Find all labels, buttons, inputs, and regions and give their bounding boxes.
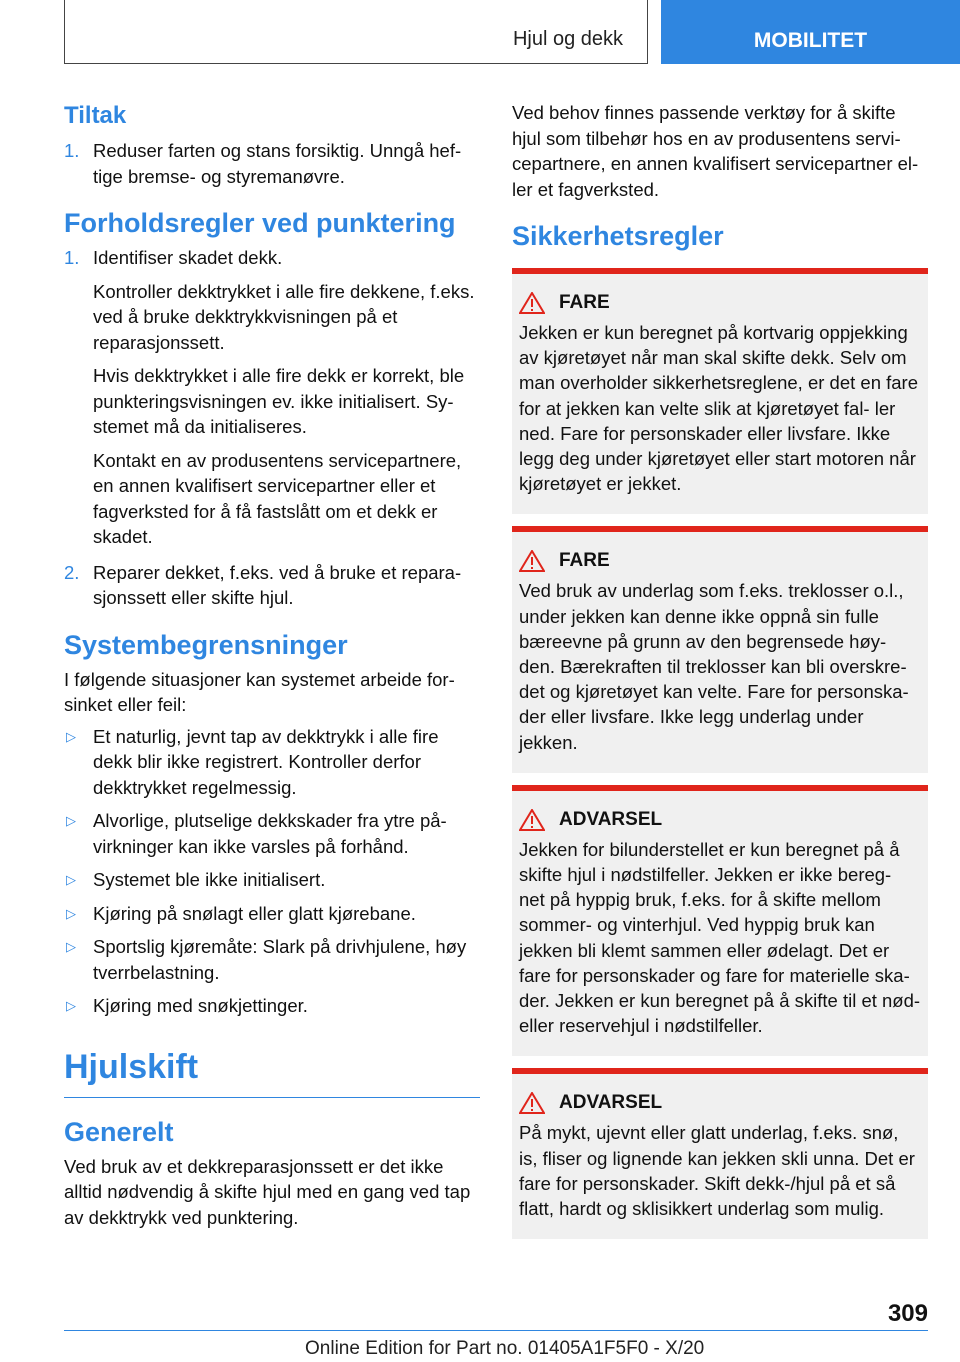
list-text: Kjøring på snølagt eller glatt kjørebane. [93, 902, 416, 924]
triangle-bullet-icon: ▷ [66, 872, 76, 887]
list-item [64, 808, 480, 859]
generelt-text: Ved bruk av et dekkreparasjonssett er det ikke alltid nødvendig å skifte hjul med en gang ved tap av dekktrykk ved punktering. [64, 1155, 471, 1228]
list-item [64, 724, 480, 801]
warning-text: Jekken for bilunderstellet er kun beregnet på å skifte hjul i nødstilfeller. Jekken er ikke bereg- net på hyppig bruk, f.eks. for å skifte mellom sommer- og vinterhjul. Ved hyppig bruk kan jekken bli klemt sammen eller ødelagt. Det er fare for personskader og fare for materielle ska- der. Jekken er kun beregnet på å skifte til et nød- eller reservehjul i nødstilfeller. [519, 838, 921, 1037]
page-number: 309 [887, 1300, 928, 1327]
system-heading: Systembegrensninger [64, 629, 348, 660]
list-subtext: Hvis dekktrykket i alle fire dekk er korrekt, ble punkteringsvisningen ev. ikke initialisert. Sy- stemet må da initialiseres. [93, 365, 465, 437]
list-number: 1. [64, 247, 80, 268]
warning-title [519, 292, 921, 314]
system-intro: I følgende situasjoner kan systemet arbeide for- sinket eller feil: [64, 668, 455, 715]
triangle-bullet-icon: ▷ [66, 813, 76, 828]
header-frame [64, 0, 648, 64]
right-column [512, 100, 928, 1251]
list-text: Et naturlig, jevnt tap av dekktrykk i alle fire dekk blir ikke registrert. Kontroller derfor dekktrykket regelmessig. [93, 725, 439, 798]
list-text: Reduser farten og stans forsiktig. Unngå hef- tige bremse- og styremanøvre. [93, 140, 462, 187]
list-item [64, 934, 480, 985]
list-item [64, 993, 480, 1019]
list-text: Kjøring med snøkjettinger. [93, 995, 308, 1016]
footer-divider [64, 1330, 928, 1331]
list-item [64, 245, 480, 550]
triangle-bullet-icon: ▷ [66, 939, 76, 954]
tiltak-list [64, 138, 480, 189]
warning-box-fare-2 [512, 526, 928, 772]
list-number: 1. [64, 140, 80, 161]
warning-text: Ved bruk av underlag som f.eks. treklosser o.l., under jekken kan denne ikke oppnå sin fulle bæreevne på grunn av den begrensede høy- den. Bærekraften til treklosser kan bli overskre- det og kjøretøyet kan velte. Fare for personska- der eller livsfare. Ikke legg underlag under jekken. [519, 580, 909, 753]
triangle-bullet-icon: ▷ [66, 905, 76, 921]
warning-text: På mykt, ujevnt eller glatt underlag, f.eks. snø, is, fliser og lignende kan jekken skli unna. Det er fare for personskader. Skift dekk-/hjul på et så flatt, hardt og sklisikkert underlag som mulig. [519, 1122, 915, 1220]
footer-edition: Online Edition for Part no. 01405A1F5F0 - X/20 [305, 1338, 705, 1359]
warning-triangle-icon [519, 292, 545, 314]
warning-triangle-icon [519, 1092, 545, 1114]
warning-title-text: FARE [559, 550, 610, 572]
list-item [64, 867, 480, 893]
warning-title-text: FARE [559, 292, 610, 313]
list-text: Identifiser skadet dekk. [93, 247, 283, 268]
list-text: Reparer dekket, f.eks. ved å bruke et repara- sjonssett eller skifte hjul. [93, 561, 462, 608]
warning-triangle-icon [519, 550, 545, 572]
list-subtext: Kontakt en av produsentens servicepartnere, en annen kvalifisert servicepartner eller et fagverksted for å få fastslått om et dekk er skadet. [93, 449, 462, 547]
warning-box-advarsel-1 [512, 785, 928, 1057]
warning-title [519, 1092, 921, 1114]
system-bullet-list [64, 724, 480, 1019]
list-item [64, 901, 480, 927]
list-item [64, 560, 480, 611]
hjulskift-heading: Hjulskift [64, 1045, 480, 1098]
triangle-bullet-icon: ▷ [66, 728, 76, 744]
list-subtext: Kontroller dekktrykket i alle fire dekkene, f.eks. ved å bruke dekktrykkvisningen på et reparasjonssett. [93, 280, 475, 353]
warning-box-fare-1 [512, 268, 928, 514]
warning-text: Jekken er kun beregnet på kortvarig oppjekking av kjøretøyet når man skal skifte dekk. Selv om man overholder sikkerhetsreglene, er det en fare for at jekken kan velte slik at kjøretøyet fal- ler ned. Fare for personskader eller livsfare. Ikke legg deg under kjøretøyet eller start motoren når kjøretøyet er jekket. [519, 322, 918, 495]
triangle-bullet-icon: ▷ [66, 998, 76, 1013]
warning-box-advarsel-2 [512, 1068, 928, 1239]
left-column [64, 100, 480, 1236]
list-number: 2. [64, 561, 80, 583]
header-section-title: Hjul og dekk [512, 28, 623, 50]
list-text: Alvorlige, plutselige dekkskader fra ytre på- virkninger kan ikke varsles på forhånd. [93, 810, 447, 857]
warning-title-text: ADVARSEL [559, 1092, 663, 1114]
warning-triangle-icon [519, 809, 545, 831]
sikkerhet-heading: Sikkerhetsregler [512, 221, 724, 251]
tiltak-heading: Tiltak [64, 102, 127, 129]
generelt-heading: Generelt [64, 1116, 174, 1147]
tools-intro: Ved behov finnes passende verktøy for å skifte hjul som tilbehør hos en av produsentens servi- cepartnere, en annen kvalifisert servicepartner el- ler et fagverksted. [512, 102, 919, 200]
warning-title [519, 809, 921, 831]
header-chapter-tab[interactable]: MOBILITET [661, 0, 960, 64]
list-item [64, 138, 480, 189]
list-text: Sportslig kjøremåte: Slark på drivhjulene, høy tverrbelastning. [93, 936, 467, 983]
punktering-heading: Forholdsregler ved punktering [64, 208, 456, 238]
list-text: Systemet ble ikke initialisert. [93, 869, 326, 890]
warning-title [519, 550, 921, 572]
punktering-list [64, 245, 480, 611]
warning-title-text: ADVARSEL [559, 808, 663, 830]
